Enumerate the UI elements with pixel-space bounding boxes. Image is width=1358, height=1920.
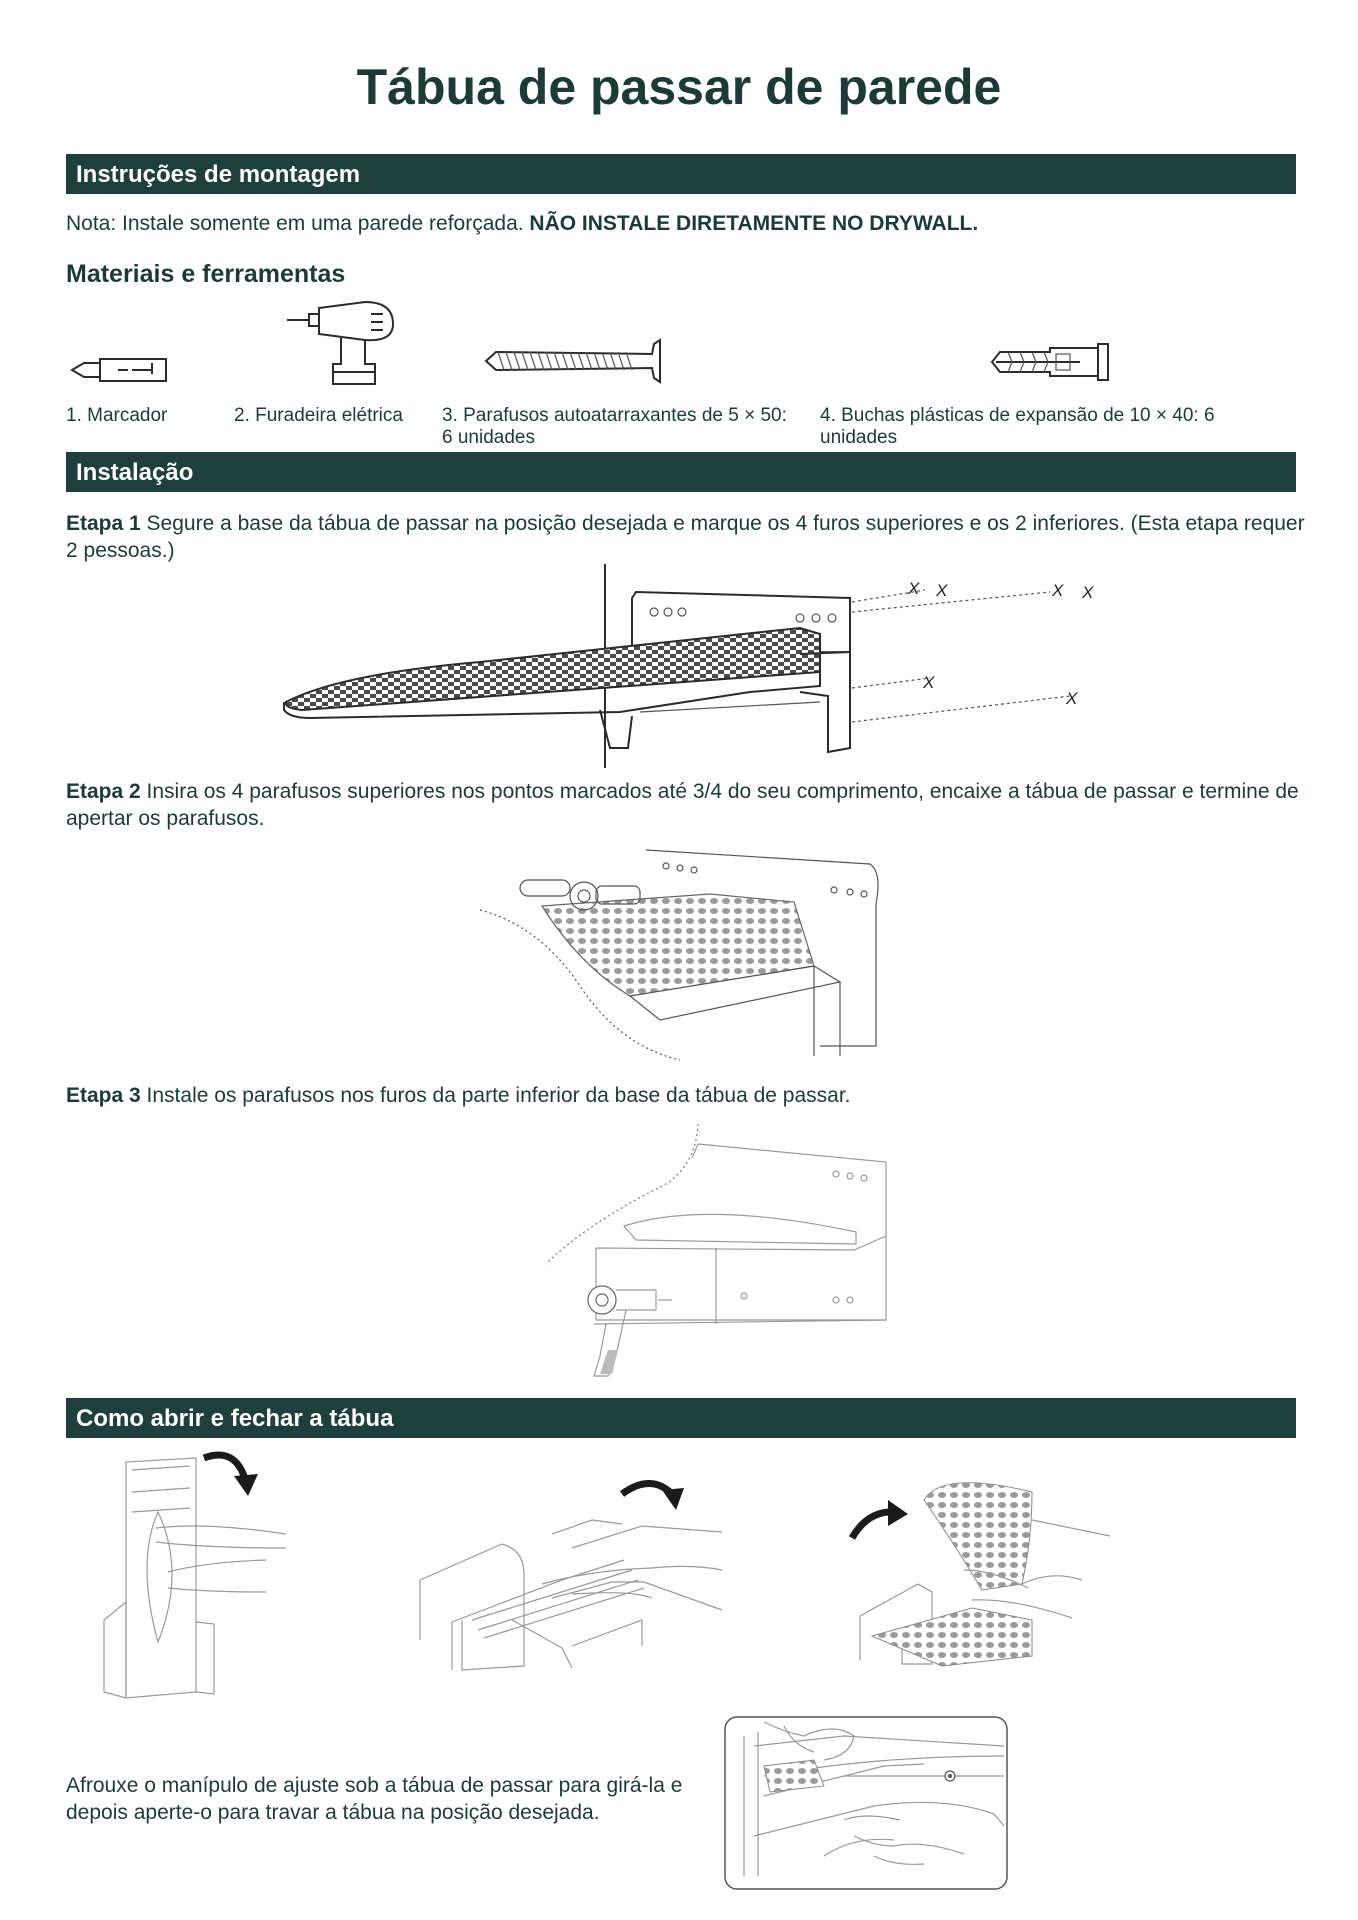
wall-plug-icon bbox=[990, 338, 1130, 386]
material-label-screws: 3. Parafusos autoatarraxantes de 5 × 50: 6 unidades bbox=[442, 405, 787, 448]
step-1-label: Etapa 1 bbox=[66, 512, 141, 535]
fold-board-illustration bbox=[96, 1452, 296, 1702]
note-warning: NÃO INSTALE DIRETAMENTE NO DRYWALL. bbox=[529, 212, 979, 235]
materials-heading: Materiais e ferramentas bbox=[66, 260, 346, 288]
material-label-drill: 2. Furadeira elétrica bbox=[234, 405, 403, 426]
open-board-illustration bbox=[852, 1480, 1112, 1680]
mark-x-6: X bbox=[1066, 689, 1078, 708]
step-2 bbox=[66, 778, 1306, 832]
adjust-instruction: Afrouxe o manípulo de ajuste sob a tábua de passar para girá-la e depois aperte-o para travar a tábua na posição desejada. bbox=[66, 1774, 683, 1824]
installation-note bbox=[66, 210, 1296, 237]
screw-icon bbox=[484, 336, 680, 386]
mark-x-1: X bbox=[908, 579, 920, 598]
section-header-assembly: Instruções de montagem bbox=[66, 154, 1296, 194]
marker-icon bbox=[70, 352, 170, 388]
material-label-marker: 1. Marcador bbox=[66, 405, 168, 426]
mark-x-2: X bbox=[936, 581, 948, 600]
adjust-knob-illustration bbox=[724, 1716, 1008, 1890]
step3-illustration bbox=[546, 1124, 896, 1386]
step-3-text: Instale os parafusos nos furos da parte inferior da base da tábua de passar. bbox=[140, 1084, 851, 1107]
step-1 bbox=[66, 510, 1306, 564]
note-text: Nota: Instale somente em uma parede reforçada. bbox=[66, 212, 530, 235]
section-header-installation: Instalação bbox=[66, 452, 1296, 492]
page-title: Tábua de passar de parede bbox=[356, 59, 1002, 115]
mark-x-3: X bbox=[1052, 581, 1064, 600]
step2-illustration bbox=[480, 846, 880, 1060]
drill-icon bbox=[285, 298, 395, 388]
material-label-wall-plugs: 4. Buchas plásticas de expansão de 10 × 40: 6 unidades bbox=[820, 405, 1215, 448]
step-3 bbox=[66, 1082, 1306, 1109]
step-3-label: Etapa 3 bbox=[66, 1084, 141, 1107]
step-1-text: Segure a base da tábua de passar na posição desejada e marque os 4 furos superiores e os 2 inferiores. (Esta etapa requer 2 pessoas.) bbox=[66, 512, 1305, 562]
step-2-text: Insira os 4 parafusos superiores nos pontos marcados até 3/4 do seu comprimento, encaixe a tábua de passar e termine de apertar os parafusos. bbox=[66, 780, 1299, 830]
section-header-open-close: Como abrir e fechar a tábua bbox=[66, 1398, 1296, 1438]
mark-x-5: X bbox=[923, 673, 935, 692]
step1-illustration bbox=[280, 562, 1110, 772]
mark-x-4: X bbox=[1082, 583, 1094, 602]
unlock-rail-illustration bbox=[412, 1470, 732, 1680]
step-2-label: Etapa 2 bbox=[66, 780, 141, 803]
